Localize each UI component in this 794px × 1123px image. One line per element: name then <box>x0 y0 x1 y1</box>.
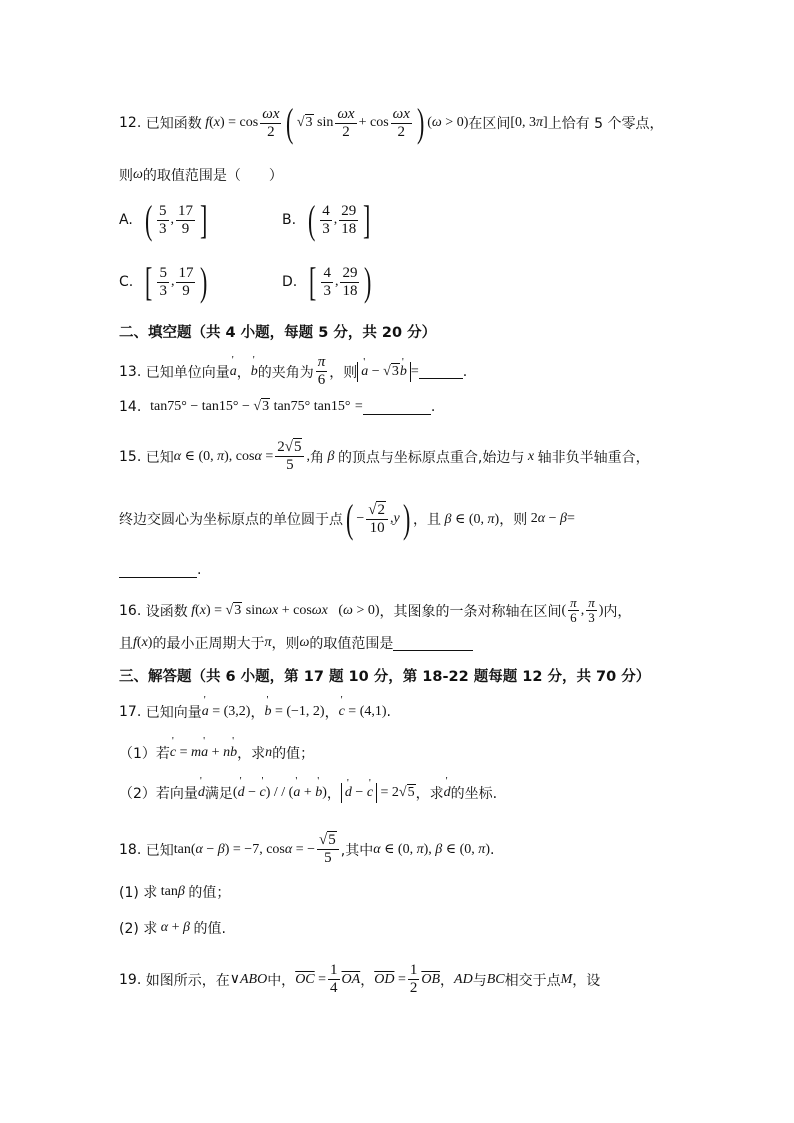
fraction: $\frac{\omega x}{2}$ <box>337 105 355 140</box>
q15-answer-blank: . <box>119 562 201 578</box>
q12-number: 12. <box>119 115 142 131</box>
math: f <box>201 115 210 130</box>
q15-line2: 终边交圆心为坐标原点的单位圆于点 ( − $\frac{√2}{10}$ , y ) ，且 β ∈ (0, π) ，则 2α − β = <box>119 496 575 541</box>
q15-line1: 15. 已知 α ∈ (0, π), cosα = $\frac{2√5}{5}$ , 角 β 的顶点与坐标原点重合,始边与 x 轴非负半轴重合， <box>119 439 650 473</box>
option-d: D. [ $\frac{4}{3}$ , $\frac{29}{18}$ ) <box>282 259 372 304</box>
q16-line2: 且 f(x) 的最小正周期大于 π ，则 ω 的取值范围是 <box>119 633 473 653</box>
option-c: C. [ $\frac{5}{3}$ , $\frac{17}{9}$ ) <box>119 259 208 304</box>
q17-part1: （1）若 ' c = m' a + n' b ，求 n 的值； <box>119 743 314 763</box>
q12-text: 已知函数 <box>145 116 202 132</box>
q17: 17. 已知向量 ' a = (3,2) ， ' b = (−1, 2) ， ' c = (4,1) . <box>119 702 391 722</box>
q14: 14. tan75° − tan15° − √3 tan75° tan15° = . <box>119 399 436 415</box>
q12-line2: 则 ω 的取值范围是（ ） <box>119 167 283 184</box>
fraction: $\frac{\omega x}{2}$ <box>392 105 410 140</box>
q19: 19. 如图所示，在 ∨ABO 中， $\overline{OC}$ = $\frac{1}{4}$ $\overline{OA}$ ， $\overline{OD}$ = $\frac{1}{2}$ $\overline{OB}$ ， AD 与 BC 相交于点 M ，设 <box>119 962 601 996</box>
q13: 13. 已知单位向量 ' a ， ' b 的夹角为 $\frac{\pi}{6}$ ，则 ' a − √3' b = . <box>119 354 467 389</box>
q12-line1: 12. 已知函数 f ( x ) = cos $\frac{\omega x}{2}$ ( √3 sin $\frac{\omega x}{2}$ + cos $\frac{\omega x}{2}$ ) (ω > 0) 在区间 [0, 3π] 上恰有 5 个零点， <box>119 100 664 145</box>
q18: 18. 已知 tan(α − β) = −7, cosα = − $\frac{√5}{5}$ ,其中 α ∈ (0, π), β ∈ (0, π) . <box>119 832 495 866</box>
q18-part1: (1) 求 tanβ 的值； <box>119 884 231 901</box>
q16-line1: 16. 设函数 f(x) = √3 sinωx + cosωx (ω > 0) ，其图象的一条对称轴在区间 ( $\frac{\pi}{6}$ , $\frac{\pi}{3}$ ) 内， <box>119 595 632 625</box>
option-b: B. ( $\frac{4}{3}$ , $\frac{29}{18}$ ] <box>282 197 371 242</box>
option-a: A. ( $\frac{5}{3}$ , $\frac{17}{9}$ ] <box>119 197 208 242</box>
section-heading-solutions: 三、解答题（共 6 小题，第 17 题 10 分，第 18-22 题每题 12 分，共 70 分） <box>119 669 651 685</box>
q18-part2: (2) 求 α + β 的值. <box>119 920 226 937</box>
fraction: $\frac{\omega x}{2}$ <box>262 105 280 140</box>
section-heading-fill-in: 二、填空题（共 4 小题，每题 5 分，共 20 分） <box>119 325 437 341</box>
q17-part2: （2）若向量 ' d 满足 (' d − ' c) / / (' a + ' b) ， ' d − ' c = 2√5 ，求 ' d 的坐标. <box>119 783 497 803</box>
